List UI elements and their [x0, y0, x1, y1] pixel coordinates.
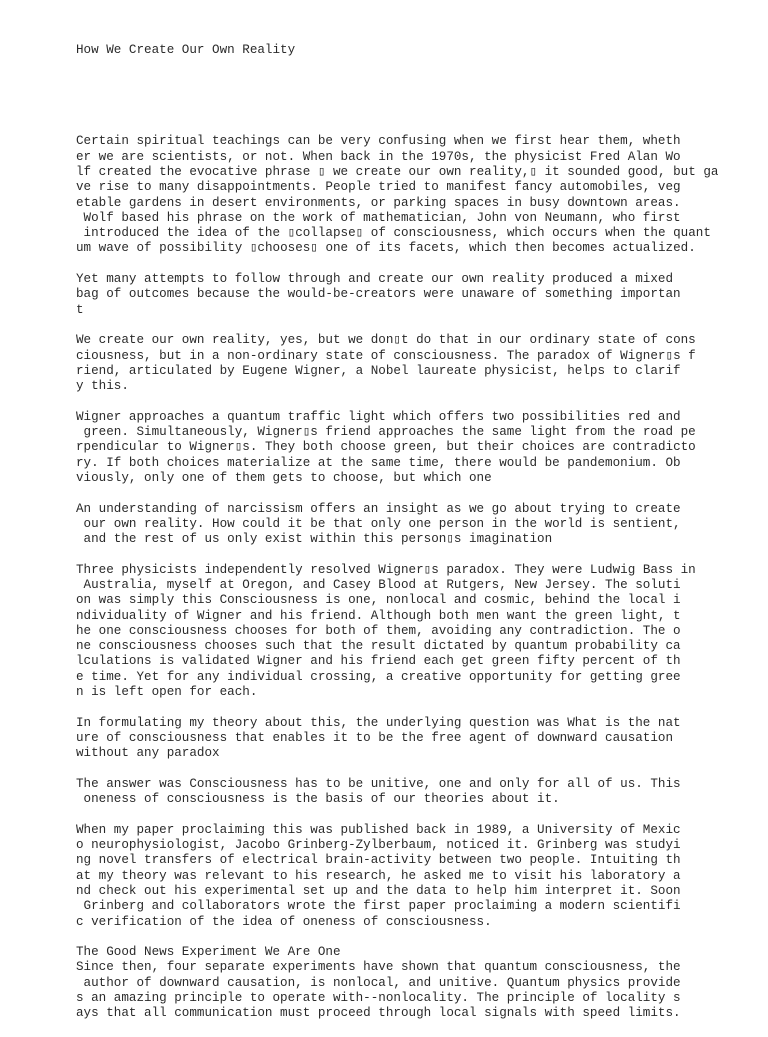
- text-line: o neurophysiologist, Jacobo Grinberg-Zylberbaum, noticed it. Grinberg was studyi: [76, 838, 681, 853]
- paragraph: [76, 134, 719, 256]
- paragraph: [76, 502, 716, 548]
- text-line: at my theory was relevant to his research, he asked me to visit his laboratory a: [76, 868, 681, 883]
- text-line: s an amazing principle to operate with--nonlocality. The principle of locality s: [76, 991, 681, 1005]
- text-line: The Good News Experiment We Are One: [76, 945, 341, 960]
- text-line: lculations is validated Wigner and his friend each get green fifty percent of th: [76, 654, 681, 669]
- paragraph-gap: [76, 486, 716, 501]
- paragraph: [76, 410, 716, 486]
- text-line: c verification of the idea of oneness of consciousness.: [76, 914, 492, 929]
- text-line: on was simply this Consciousness is one, nonlocal and cosmic, behind the local i: [76, 593, 681, 608]
- text-line: ry. If both choices materialize at the same time, there would be pandemonium. Ob: [76, 455, 681, 470]
- paragraph-gap: [76, 807, 716, 822]
- paragraph-gap: [76, 930, 716, 945]
- text-line: Yet many attempts to follow through and create our own reality produced a mixed: [76, 272, 674, 287]
- paragraph-gap: [76, 394, 716, 409]
- text-line: The answer was Consciousness has to be unitive, one and only for all of us. This: [76, 776, 681, 791]
- text-line: viously, only one of them gets to choose, but which one: [76, 470, 492, 485]
- text-line: author of downward causation, is nonlocal, and unitive. Quantum physics provide: [76, 975, 681, 990]
- text-line: ays that all communication must proceed through local signals with speed limits.: [76, 1006, 681, 1021]
- text-line: green. Simultaneously, Wigner▯s friend approaches the same light from the road pe: [76, 425, 696, 440]
- text-line: y this.: [76, 379, 129, 394]
- text-line: ne consciousness chooses such that the result dictated by quantum probability ca: [76, 639, 681, 654]
- paragraph: [76, 272, 716, 318]
- text-line: ng novel transfers of electrical brain-activity between two people. Intuiting th: [76, 853, 681, 868]
- paragraph: [76, 716, 716, 762]
- document-body: [76, 134, 719, 1021]
- text-line: Three physicists independently resolved Wigner▯s paradox. They were Ludwig Bass in: [76, 562, 696, 577]
- text-line: he one consciousness chooses for both of them, avoiding any contradiction. The o: [76, 623, 681, 638]
- paragraph: [76, 777, 716, 808]
- document-title: How We Create Our Own Reality: [76, 42, 296, 57]
- paragraph: [76, 945, 716, 1021]
- text-line: without any paradox: [76, 746, 220, 761]
- text-line: nd check out his experimental set up and the data to help him interpret it. Soon: [76, 883, 681, 898]
- paragraph: [76, 823, 716, 930]
- text-line: riend, articulated by Eugene Wigner, a Nobel laureate physicist, helps to clarif: [76, 363, 681, 378]
- text-line: etable gardens in desert environments, or parking spaces in busy downtown areas.: [76, 195, 681, 210]
- text-line: lf created the evocative phrase ▯ we create our own reality,▯ it sounded good, but ga: [76, 164, 719, 179]
- text-line: t: [76, 302, 84, 317]
- paragraph-gap: [76, 318, 716, 333]
- text-line: ure of consciousness that enables it to be the free agent of downward causation: [76, 730, 674, 745]
- text-line: n is left open for each.: [76, 685, 258, 700]
- paragraph-gap: [76, 88, 716, 103]
- text-line: We create our own reality, yes, but we don▯t do that in our ordinary state of cons: [76, 333, 696, 348]
- text-line: When my paper proclaiming this was published back in 1989, a University of Mexic: [76, 822, 681, 837]
- text-line: Wolf based his phrase on the work of mathematician, John von Neumann, who first: [76, 210, 681, 225]
- text-line: our own reality. How could it be that only one person in the world is sentient,: [76, 516, 681, 531]
- text-line: ciousness, but in a non-ordinary state of consciousness. The paradox of Wigner▯s f: [76, 348, 696, 363]
- text-line: um wave of possibility ▯chooses▯ one of its facets, which then becomes actualized.: [76, 241, 696, 256]
- text-line: ve rise to many disappointments. People tried to manifest fancy automobiles, veg: [76, 180, 681, 195]
- text-line: Wigner approaches a quantum traffic light which offers two possibilities red and: [76, 409, 681, 424]
- text-line: ndividuality of Wigner and his friend. Although both men want the green light, t: [76, 608, 681, 623]
- paragraph: [76, 333, 716, 394]
- paragraph-gap: [76, 547, 716, 562]
- paragraph-gap: [76, 257, 716, 272]
- text-line: bag of outcomes because the would-be-creators were unaware of something importan: [76, 287, 681, 302]
- text-line: introduced the idea of the ▯collapse▯ of consciousness, which occurs when the quant: [76, 226, 711, 241]
- text-line: Since then, four separate experiments have shown that quantum consciousness, the: [76, 960, 681, 975]
- text-line: Certain spiritual teachings can be very confusing when we first hear them, wheth: [76, 134, 681, 149]
- text-line: An understanding of narcissism offers an insight as we go about trying to create: [76, 501, 681, 516]
- text-line: Grinberg and collaborators wrote the first paper proclaiming a modern scientifi: [76, 899, 681, 914]
- text-line: and the rest of us only exist within this person▯s imagination: [76, 532, 553, 547]
- document-page: [76, 12, 719, 1037]
- text-line: Australia, myself at Oregon, and Casey Blood at Rutgers, New Jersey. The soluti: [76, 577, 681, 592]
- text-line: In formulating my theory about this, the underlying question was What is the nat: [76, 715, 681, 730]
- paragraph-gap: [76, 762, 716, 777]
- text-line: rpendicular to Wigner▯s. They both choose green, but their choices are contradicto: [76, 440, 696, 455]
- text-line: er we are scientists, or not. When back in the 1970s, the physicist Fred Alan Wo: [76, 149, 681, 164]
- text-line: e time. Yet for any individual crossing, a creative opportunity for getting gree: [76, 669, 681, 684]
- paragraph-gap: [76, 700, 716, 715]
- text-line: oneness of consciousness is the basis of our theories about it.: [76, 792, 560, 807]
- paragraph: [76, 563, 716, 701]
